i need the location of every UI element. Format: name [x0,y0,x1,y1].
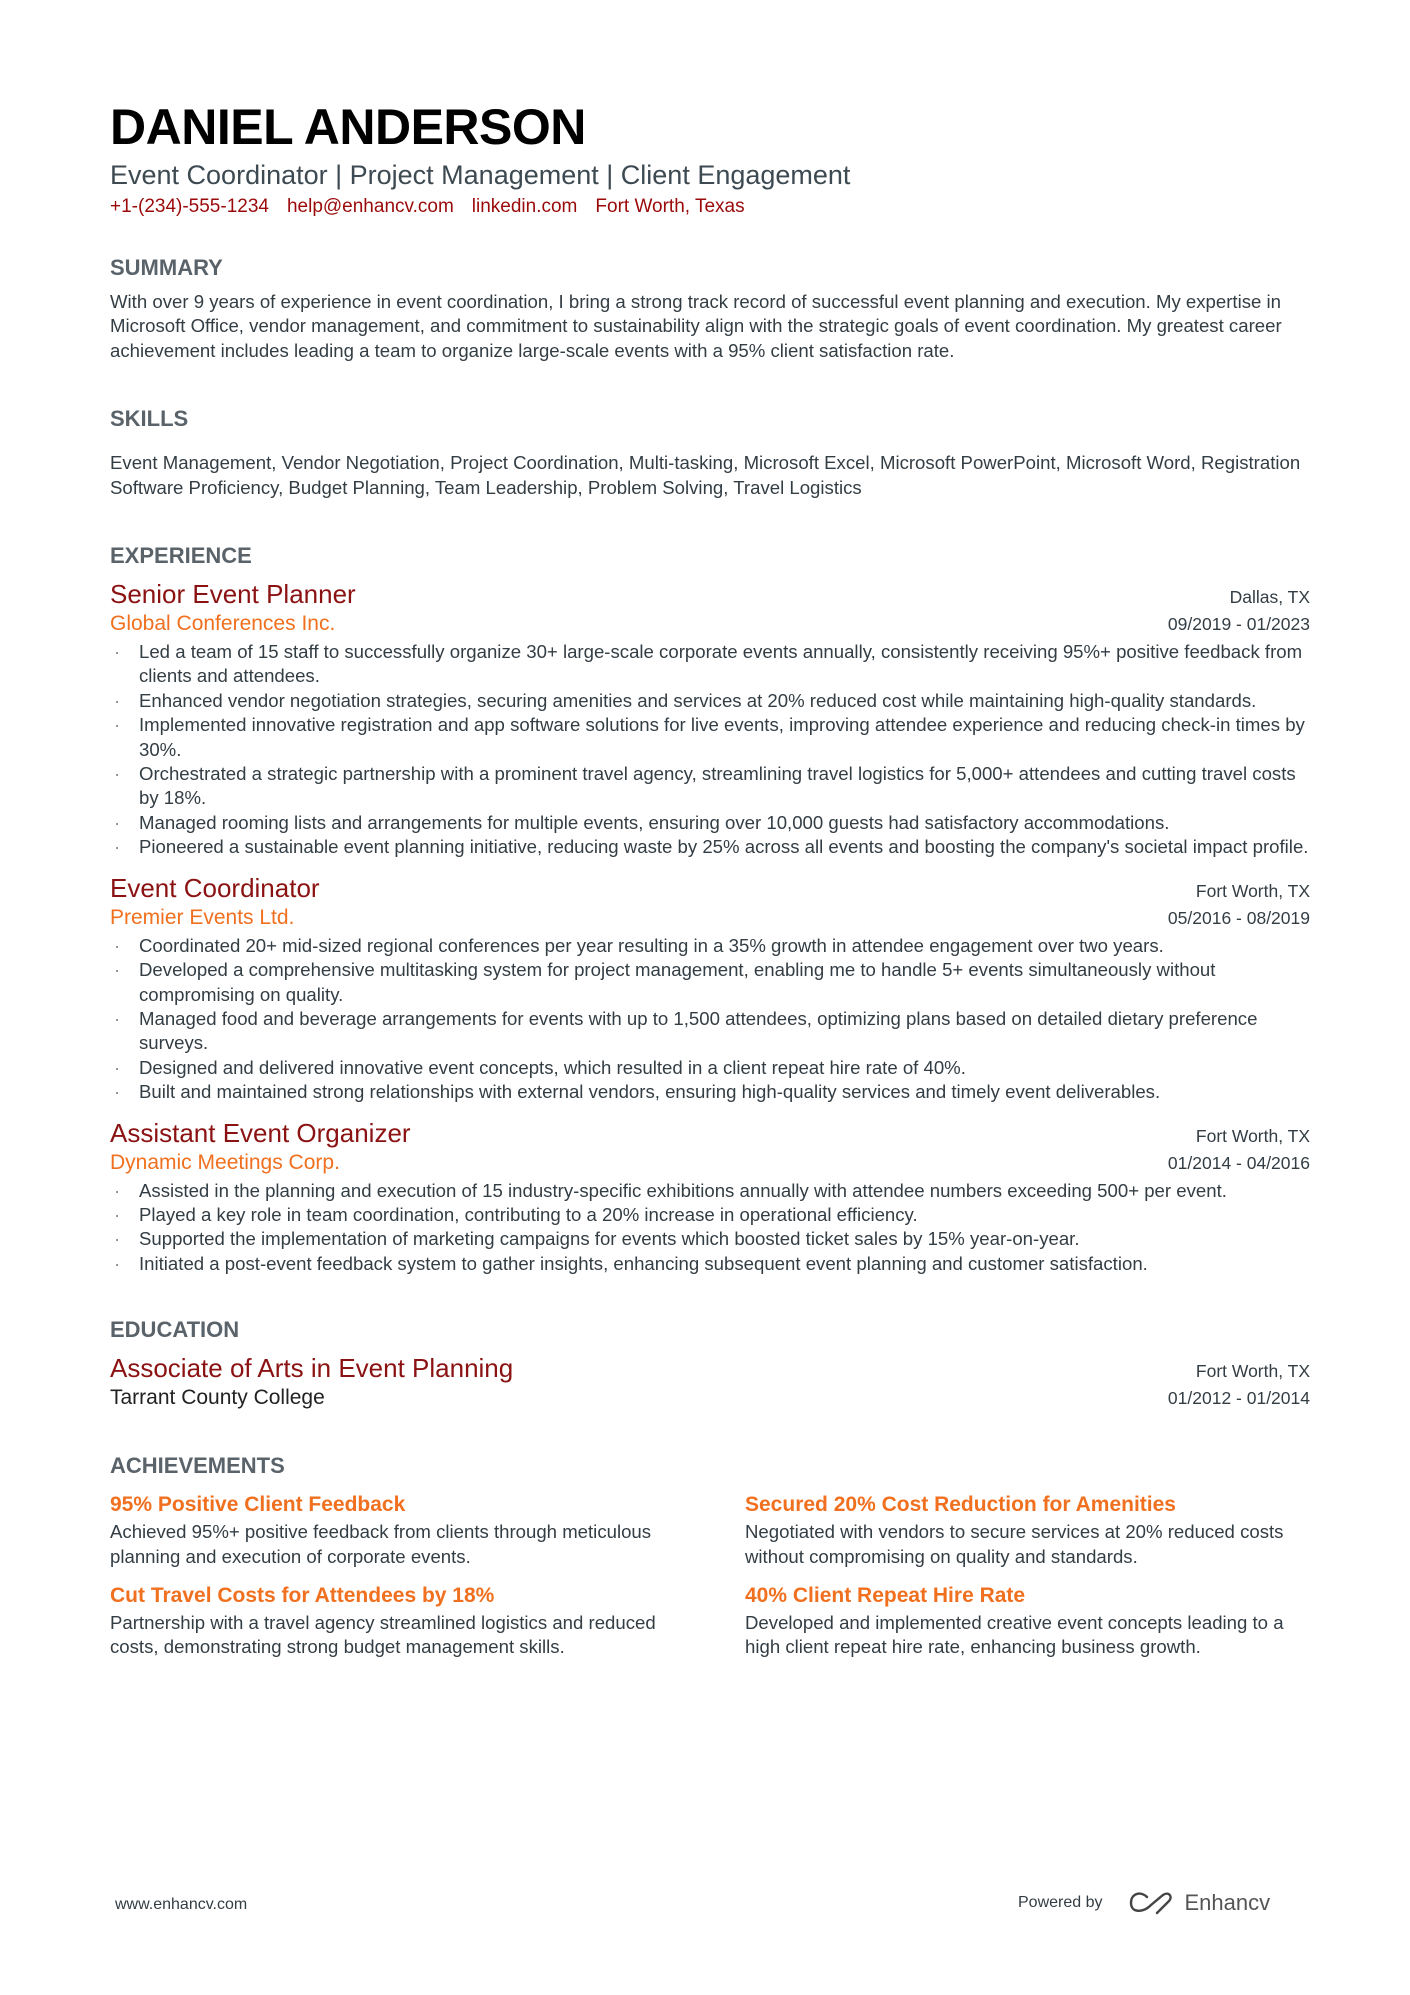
achievement-item [745,1490,1310,1569]
bullet-item: · Implemented innovative registration and app software solutions for live events, improving attendee experience and reducing check-in times by 30%. [110,713,1310,762]
company-name: Global Conferences Inc. [110,612,336,636]
school: Tarrant County College [110,1386,325,1410]
achievements-grid [110,1490,1310,1660]
resume [110,98,1310,1660]
job-entry [110,1117,1310,1277]
skills-text: Event Management, Vendor Negotiation, Project Coordination, Multi-tasking, Microsoft Excel, Microsoft PowerPoint, Microsoft Word, Registration Software Proficiency, Budget Planning, Team Leadership, Problem Solving, Travel Logistics [110,452,1301,498]
powered-by-label: Powered by [1018,1894,1103,1911]
education-dates: 01/2012 - 01/2014 [1167,1388,1310,1409]
achievement-text: Partnership with a travel agency streamlined logistics and reduced costs, demonstrating strong budget management skills. [110,1611,656,1658]
achievement-text: Achieved 95%+ positive feedback from clients through meticulous planning and execution of corporate events. [110,1521,652,1567]
enhancv-brand: Enhancv [1184,1890,1271,1915]
section-heading-summary: SUMMARY [110,255,223,280]
job-bullets [110,1179,1310,1277]
candidate-title: Event Coordinator | Project Management | Client Engagement [110,160,851,190]
contact-info [110,194,1310,220]
bullet-item: · Designed and delivered innovative event concepts, which resulted in a client repeat hire rate of 40%. [110,1056,1310,1080]
bullet-item: · Built and maintained strong relationships with external vendors, ensuring high-quality services and timely event deliverables. [110,1080,1310,1104]
candidate-name: DANIEL ANDERSON [110,99,586,155]
company-name: Dynamic Meetings Corp. [110,1150,340,1174]
summary-text: With over 9 years of experience in event coordination, I bring a strong track record of successful event planning and execution. My expertise in Microsoft Office, vendor management, and commitment to sustainability align with the strategic goals of event coordination. My greatest career achievement includes leading a team to organize large-scale events with a 95% client satisfaction rate. [110,291,1282,361]
footer-website[interactable]: www.enhancv.com [115,1896,248,1913]
job-entry [110,872,1310,1105]
bullet-item: · Initiated a post-event feedback system to gather insights, enhancing subsequent event planning and customer satisfaction. [110,1252,1310,1276]
bullet-item: · Orchestrated a strategic partnership with a prominent travel agency, streamlining travel logistics for 5,000+ attendees and cutting travel costs by 18%. [110,762,1310,811]
job-location: Fort Worth, TX [1195,1125,1310,1146]
job-title: Senior Event Planner [110,579,356,610]
job-bullets [110,640,1310,860]
bullet-item: · Managed food and beverage arrangements for events with up to 1,500 attendees, optimizing plans based on detailed dietary preference surveys. [110,1007,1310,1056]
bullet-item: · Managed rooming lists and arrangements for multiple events, ensuring over 10,000 guests had satisfactory accommodations. [110,811,1310,835]
experience-list [110,578,1310,1276]
education-entry [110,1352,1310,1412]
section-heading-education: EDUCATION [110,1317,240,1343]
bullet-item: · Supported the implementation of marketing campaigns for events which boosted ticket sales by 15% year-on-year. [110,1227,1310,1251]
section-heading-skills: SKILLS [110,406,189,432]
linkedin-link[interactable]: linkedin.com [471,196,578,217]
achievement-title: 95% Positive Client Feedback [110,1493,406,1517]
job-bullets [110,934,1310,1105]
achievement-text: Developed and implemented creative event concepts leading to a high client repeat hire rate, enhancing business growth. [745,1611,1284,1658]
education-location: Fort Worth, TX [1195,1361,1310,1382]
bullet-item: · Coordinated 20+ mid-sized regional conferences per year resulting in a 35% growth in attendee engagement over two years. [110,934,1310,958]
achievement-title: Secured 20% Cost Reduction for Amenities [745,1493,1176,1517]
degree: Associate of Arts in Event Planning [110,1353,514,1384]
bullet-item: · Led a team of 15 staff to successfully organize 30+ large-scale corporate events annually, consistently receiving 95%+ positive feedback from clients and attendees. [110,640,1310,689]
location: Fort Worth, Texas [595,196,745,217]
bullet-item: · Enhanced vendor negotiation strategies, securing amenities and services at 20% reduced cost while maintaining high-quality standards. [110,689,1310,713]
achievement-text: Negotiated with vendors to secure services at 20% reduced costs without compromising on quality and standards. [745,1521,1284,1567]
bullet-item: · Assisted in the planning and execution of 15 industry-specific exhibitions annually with attendee numbers exceeding 500+ per event. [110,1179,1310,1203]
email-link[interactable]: help@enhancv.com [286,196,454,217]
bullet-item: · Played a key role in team coordination, contributing to a 20% increase in operational efficiency. [110,1203,1310,1227]
job-dates: 01/2014 - 04/2016 [1167,1152,1310,1173]
section-heading-achievements: ACHIEVEMENTS [110,1453,285,1479]
job-title: Assistant Event Organizer [110,1117,411,1148]
job-dates: 05/2016 - 08/2019 [1167,907,1310,928]
job-entry [110,578,1310,860]
job-location: Dallas, TX [1229,587,1310,608]
enhancv-logo [1129,1890,1271,1916]
phone: +1-(234)-555-1234 [110,196,269,217]
achievement-title: Cut Travel Costs for Attendees by 18% [110,1583,495,1607]
job-dates: 09/2019 - 01/2023 [1167,614,1310,635]
bullet-item: · Developed a comprehensive multitasking system for project management, enabling me to handle 5+ events simultaneously without compromising on quality. [110,958,1310,1007]
company-name: Premier Events Ltd. [110,905,295,929]
section-heading-experience: EXPERIENCE [110,543,252,569]
powered-by [1018,1890,1270,1916]
achievement-title: 40% Client Repeat Hire Rate [745,1583,1026,1607]
bullet-item: · Pioneered a sustainable event planning initiative, reducing waste by 25% across all events and boosting the company's societal impact profile. [110,835,1310,859]
job-location: Fort Worth, TX [1195,880,1310,901]
achievement-item [110,1581,675,1660]
achievement-item [110,1490,675,1569]
job-title: Event Coordinator [110,872,320,903]
achievement-item [745,1581,1310,1660]
enhancv-logo-icon [1129,1891,1175,1915]
